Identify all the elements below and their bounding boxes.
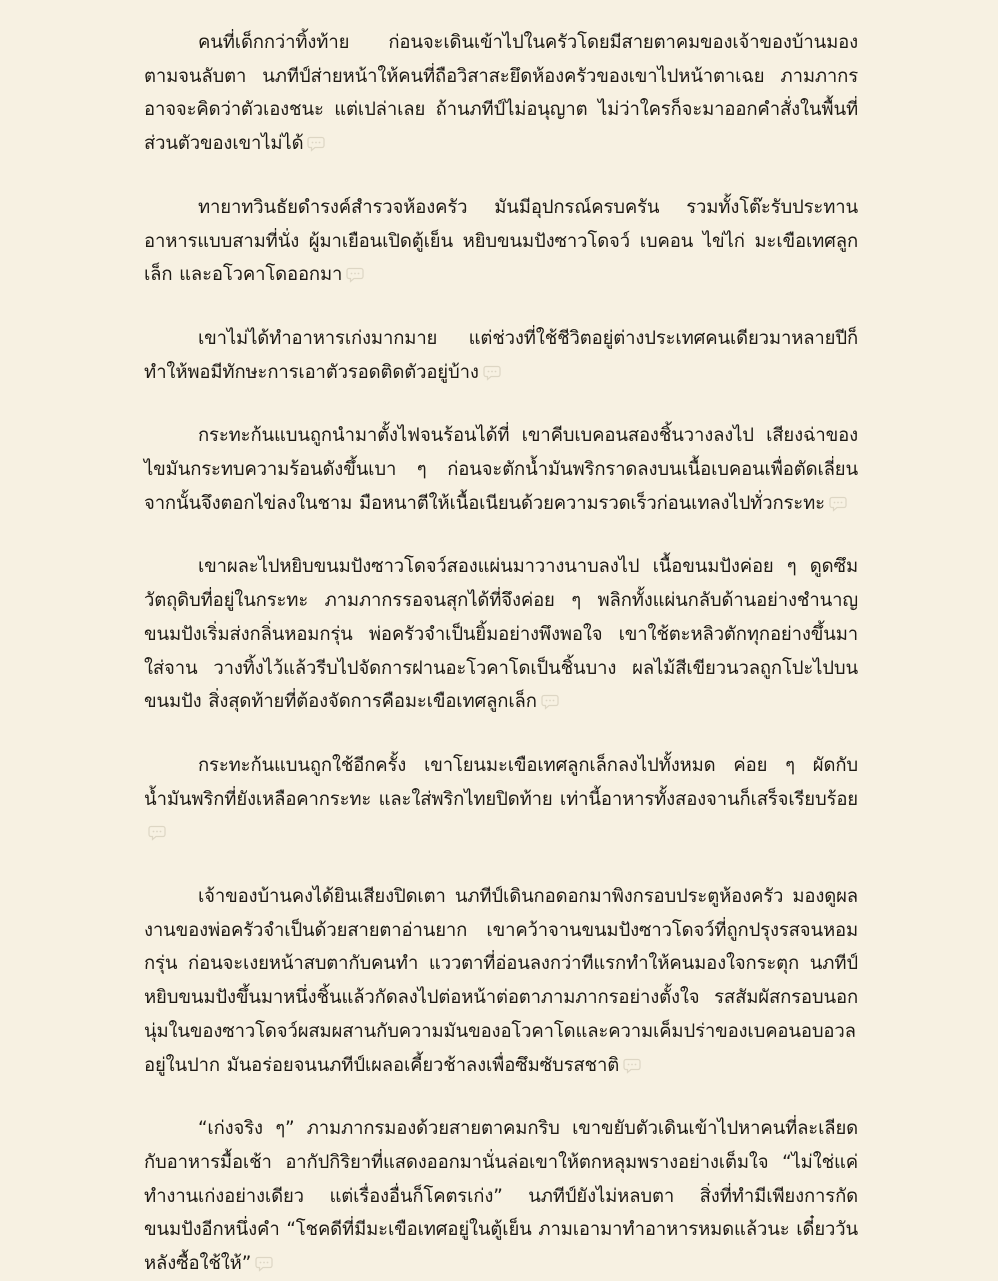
paragraph-3 xyxy=(0,322,998,389)
paragraph-text: เจ้าของบ้านคงได้ยินเสียงปิดเตา นภทีป์เดินกอดอกมาพิงกรอบประตูห้องครัว มองดูผลงานของพ่อครัวจำเป็นด้วยสายตาอ่านยาก เขาคว้าจานขนมปังซาวโดจว์ที่ถูกปรุงรสจนหอมกรุ่น ก่อนจะเงยหน้าสบตากับคนทำ แววตาที่อ่อนลงกว่าทีแรกทำให้คนมองใจกระตุก นภทีป์หยิบขนมปังขึ้นมาหนึ่งชิ้นแล้วกัดลงไปต่อหน้าต่อตาภามภากรอย่างตั้งใจ รสสัมผัสกรอบนอกนุ่มในของซาวโดจว์ผสมผสานกับความมันของอโวคาโดและความเค็มปร่าของเบคอนอบอวลอยู่ในปาก มันอร่อยจนนภทีป์เผลอเคี้ยวช้าลงเพื่อซึมซับรสชาติ xyxy=(144,886,858,1076)
speech-bubble-icon[interactable] xyxy=(829,496,847,512)
speech-bubble-icon[interactable] xyxy=(483,365,501,381)
paragraph-7 xyxy=(0,880,998,1082)
speech-bubble-icon[interactable] xyxy=(148,825,166,841)
paragraph-1 xyxy=(0,26,998,161)
paragraph-text: เขาผละไปหยิบขนมปังซาวโดจว์สองแผ่นมาวางนาบลงไป เนื้อขนมปังค่อย ๆ ดูดซึมวัตถุดิบที่อยู่ในกระทะ ภามภากรรอจนสุกได้ที่จึงค่อย ๆ พลิกทั้งแผ่นกลับด้านอย่างชำนาญ ขนมปังเริ่มส่งกลิ่นหอมกรุ่น พ่อครัวจำเป็นยิ้มอย่างพึงพอใจ เขาใช้ตะหลิวตักทุกอย่างขึ้นมาใส่จาน วางทิ้งไว้แล้วรีบไปจัดการฝานอะโวคาโดเป็นชิ้นบาง ผลไม้สีเขียวนวลถูกโปะไปบนขนมปัง สิ่งสุดท้ายที่ต้องจัดการคือมะเขือเทศลูกเล็ก xyxy=(144,556,858,713)
paragraph-2 xyxy=(0,191,998,292)
paragraph-text: คนที่เด็กกว่าทิ้งท้าย ก่อนจะเดินเข้าไปในครัวโดยมีสายตาคมของเจ้าของบ้านมองตามจนลับตา นภทีป์ส่ายหน้าให้คนที่ถือวิสาสะยึดห้องครัวของเขาไปหน้าตาเฉย ภามภากรอาจจะคิดว่าตัวเองชนะ แต่เปล่าเลย ถ้านภทีป์ไม่อนุญาต ไม่ว่าใครก็จะมาออกคำสั่งในพื้นที่ส่วนตัวของเขาไม่ได้ xyxy=(144,32,858,155)
paragraph-text: กระทะก้นแบนถูกนำมาตั้งไฟจนร้อนได้ที่ เขาคีบเบคอนสองชิ้นวางลงไป เสียงฉ่าของไขมันกระทบความร้อนดังขึ้นเบา ๆ ก่อนจะตักน้ำมันพริกราดลงบนเนื้อเบคอนเพื่อตัดเลี่ยน จากนั้นจึงตอกไข่ลงในชาม มือหนาตีให้เนื้อเนียนด้วยความรวดเร็วก่อนเทลงไปทั่วกระทะ xyxy=(144,425,858,514)
speech-bubble-icon[interactable] xyxy=(255,1256,273,1272)
paragraph-4 xyxy=(0,419,998,520)
paragraph-8 xyxy=(0,1112,998,1281)
paragraph-6 xyxy=(0,749,998,850)
paragraph-text: ทายาทวินธัยดำรงค์สำรวจห้องครัว มันมีอุปกรณ์ครบครัน รวมทั้งโต๊ะรับประทานอาหารแบบสามที่นั่ง ผู้มาเยือนเปิดตู้เย็น หยิบขนมปังซาวโดจว์ เบคอน ไข่ไก่ มะเขือเทศลูกเล็ก และอโวคาโดออกมา xyxy=(144,196,858,286)
paragraph-text: เขาไม่ได้ทำอาหารเก่งมากมาย แต่ช่วงที่ใช้ชีวิตอยู่ต่างประเทศคนเดียวมาหลายปีก็ทำให้พอมีทักษะการเอาตัวรอดติดตัวอยู่บ้าง xyxy=(144,327,858,383)
speech-bubble-icon[interactable] xyxy=(346,267,364,283)
speech-bubble-icon[interactable] xyxy=(623,1058,641,1074)
paragraph-text: กระทะก้นแบนถูกใช้อีกครั้ง เขาโยนมะเขือเทศลูกเล็กลงไปทั้งหมด ค่อย ๆ ผัดกับน้ำมันพริกที่ยังเหลือคากระทะ และใส่พริกไทยปิดท้าย เท่านี้อาหารทั้งสองจานก็เสร็จเรียบร้อย xyxy=(144,754,858,810)
speech-bubble-icon[interactable] xyxy=(307,136,325,152)
speech-bubble-icon[interactable] xyxy=(541,694,559,710)
paragraph-text: “เก่งจริง ๆ” ภามภากรมองด้วยสายตาคมกริบ เขาขยับตัวเดินเข้าไปหาคนที่ละเลียดกับอาหารมื้อเช้า อากัปกิริยาที่แสดงออกมานั่นล่อเขาให้ตกหลุมพรางอย่างเต็มใจ “ไม่ใช่แค่ทำงานเก่งอย่างเดียว แต่เรื่องอื่นก็โคตรเก่ง” นภทีป์ยังไม่หลบตา สิ่งที่ทำมีเพียงการกัดขนมปังอีกหนึ่งคำ “โชคดีที่มีมะเขือเทศอยู่ในตู้เย็น ภามเอามาทำอาหารหมดแล้วนะ เดี๋ยววันหลังซื้อใช้ให้” xyxy=(144,1118,858,1275)
paragraph-5 xyxy=(0,550,998,719)
